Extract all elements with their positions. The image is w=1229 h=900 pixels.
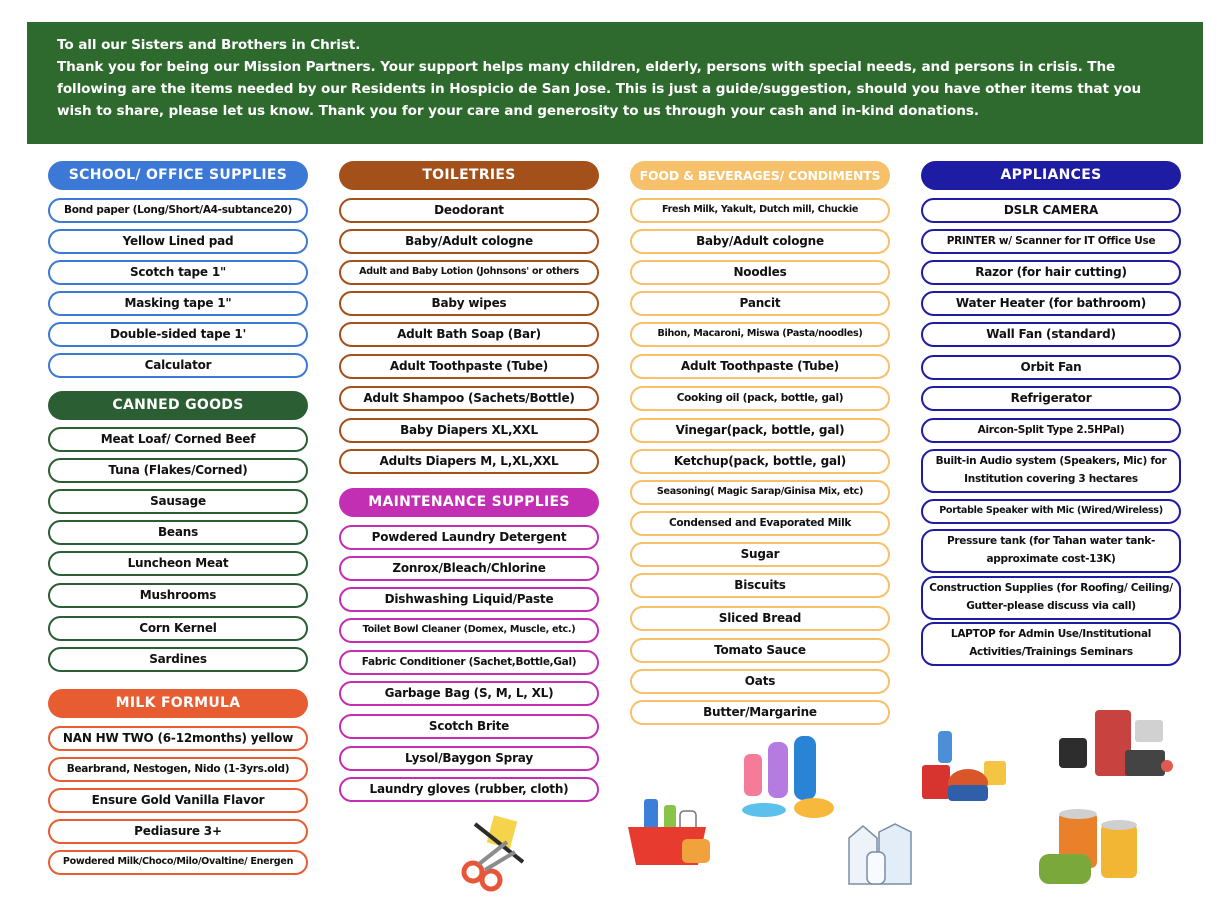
list-item: Refrigerator (921, 386, 1181, 411)
list-item: Baby/Adult cologne (630, 229, 890, 254)
list-item: Sausage (48, 489, 308, 514)
list-item: Sardines (48, 647, 308, 672)
list-item: Built-in Audio system (Speakers, Mic) for Institution covering 3 hectares (921, 449, 1181, 493)
list-item: Tuna (Flakes/Corned) (48, 458, 308, 483)
list-item: Baby wipes (339, 291, 599, 316)
list-item: Pancit (630, 291, 890, 316)
list-item: Bearbrand, Nestogen, Nido (1-3yrs.old) (48, 757, 308, 782)
intro-banner (27, 22, 1203, 144)
list-item: Adult Bath Soap (Bar) (339, 322, 599, 347)
list-item: Adult Toothpaste (Tube) (630, 354, 890, 379)
list-item: Water Heater (for bathroom) (921, 291, 1181, 316)
list-item: Double-sided tape 1' (48, 322, 308, 347)
list-item: LAPTOP for Admin Use/Institutional Activities/Trainings Seminars (921, 622, 1181, 666)
list-item: Meat Loaf/ Corned Beef (48, 427, 308, 452)
list-item: Construction Supplies (for Roofing/ Ceiling/ Gutter-please discuss via call) (921, 576, 1181, 620)
list-item: Vinegar(pack, bottle, gal) (630, 418, 890, 443)
list-item: Orbit Fan (921, 355, 1181, 380)
list-item: Seasoning( Magic Sarap/Ginisa Mix, etc) (630, 480, 890, 505)
list-item: Condensed and Evaporated Milk (630, 511, 890, 536)
scissors-pencil-illustration (455, 812, 535, 892)
list-item: Laundry gloves (rubber, cloth) (339, 777, 599, 802)
list-item: Tomato Sauce (630, 638, 890, 663)
list-item: Fresh Milk, Yakult, Dutch mill, Chuckie (630, 198, 890, 223)
list-item: Lysol/Baygon Spray (339, 746, 599, 771)
toiletries-bottles-illustration (738, 732, 843, 822)
list-item: Scotch Brite (339, 714, 599, 739)
list-item: Adult Toothpaste (Tube) (339, 354, 599, 379)
list-item: Deodorant (339, 198, 599, 223)
list-item: Powdered Milk/Choco/Milo/Ovaltine/ Energen (48, 850, 308, 875)
list-item: Cooking oil (pack, bottle, gal) (630, 386, 890, 411)
list-item: Zonrox/Bleach/Chlorine (339, 556, 599, 581)
maintenance-heading: MAINTENANCE SUPPLIES (339, 488, 599, 517)
list-item: Adult and Baby Lotion (Johnsons' or others (339, 260, 599, 285)
milk-formula-heading: MILK FORMULA (48, 689, 308, 718)
list-item: Noodles (630, 260, 890, 285)
list-item: Sugar (630, 542, 890, 567)
list-item: Razor (for hair cutting) (921, 260, 1181, 285)
canned-goods-heading: CANNED GOODS (48, 391, 308, 420)
intro-message: Thank you for being our Mission Partners. Your support helps many children, elderly, persons with special needs, and persons in crisis. The following are the items needed by our Residents in Hospicio de San Jose. This is just a guide/suggestion, should you have other items that you wish to share, please let us know. Thank you for your care and generosity to us through your cash and in-kind donations. (57, 59, 1142, 119)
list-item: Beans (48, 520, 308, 545)
list-item: Oats (630, 669, 890, 694)
list-item: Fabric Conditioner (Sachet,Bottle,Gal) (339, 650, 599, 675)
list-item: Baby Diapers XL,XXL (339, 418, 599, 443)
list-item: Corn Kernel (48, 616, 308, 641)
list-item: Dishwashing Liquid/Paste (339, 587, 599, 612)
list-item: Bond paper (Long/Short/A4-subtance20) (48, 198, 308, 223)
milk-cartons-illustration (845, 822, 915, 887)
appliances-illustration (1055, 708, 1175, 780)
list-item: Baby/Adult cologne (339, 229, 599, 254)
list-item: Sliced Bread (630, 606, 890, 631)
greeting: To all our Sisters and Brothers in Christ. (57, 37, 361, 53)
list-item: Mushrooms (48, 583, 308, 608)
list-item: Biscuits (630, 573, 890, 598)
list-item: Powdered Laundry Detergent (339, 525, 599, 550)
list-item: Garbage Bag (S, M, L, XL) (339, 681, 599, 706)
school-supplies-heading: SCHOOL/ OFFICE SUPPLIES (48, 161, 308, 190)
list-item: Luncheon Meat (48, 551, 308, 576)
list-item: Butter/Margarine (630, 700, 890, 725)
list-item: Adults Diapers M, L,XL,XXL (339, 449, 599, 474)
list-item: Calculator (48, 353, 308, 378)
list-item: Pressure tank (for Tahan water tank-approximate cost-13K) (921, 529, 1181, 573)
list-item: Bihon, Macaroni, Miswa (Pasta/noodles) (630, 322, 890, 347)
list-item: Wall Fan (standard) (921, 322, 1181, 347)
food-beverages-heading: FOOD & BEVERAGES/ CONDIMENTS (630, 161, 890, 190)
list-item: Ketchup(pack, bottle, gal) (630, 449, 890, 474)
canned-goods-illustration (1035, 808, 1143, 890)
list-item: Scotch tape 1" (48, 260, 308, 285)
appliances-heading: APPLIANCES (921, 161, 1181, 190)
list-item: DSLR CAMERA (921, 198, 1181, 223)
list-item: Ensure Gold Vanilla Flavor (48, 788, 308, 813)
toiletries-heading: TOILETRIES (339, 161, 599, 190)
list-item: Aircon-Split Type 2.5HPal) (921, 418, 1181, 443)
list-item: Portable Speaker with Mic (Wired/Wireless) (921, 499, 1181, 524)
list-item: Adult Shampoo (Sachets/Bottle) (339, 386, 599, 411)
list-item: NAN HW TWO (6-12months) yellow (48, 726, 308, 751)
list-item: PRINTER w/ Scanner for IT Office Use (921, 229, 1181, 254)
list-item: Toilet Bowl Cleaner (Domex, Muscle, etc.) (339, 618, 599, 643)
food-groceries-illustration (918, 727, 1013, 805)
list-item: Pediasure 3+ (48, 819, 308, 844)
list-item: Yellow Lined pad (48, 229, 308, 254)
cleaning-supplies-illustration (622, 795, 717, 870)
list-item: Masking tape 1" (48, 291, 308, 316)
